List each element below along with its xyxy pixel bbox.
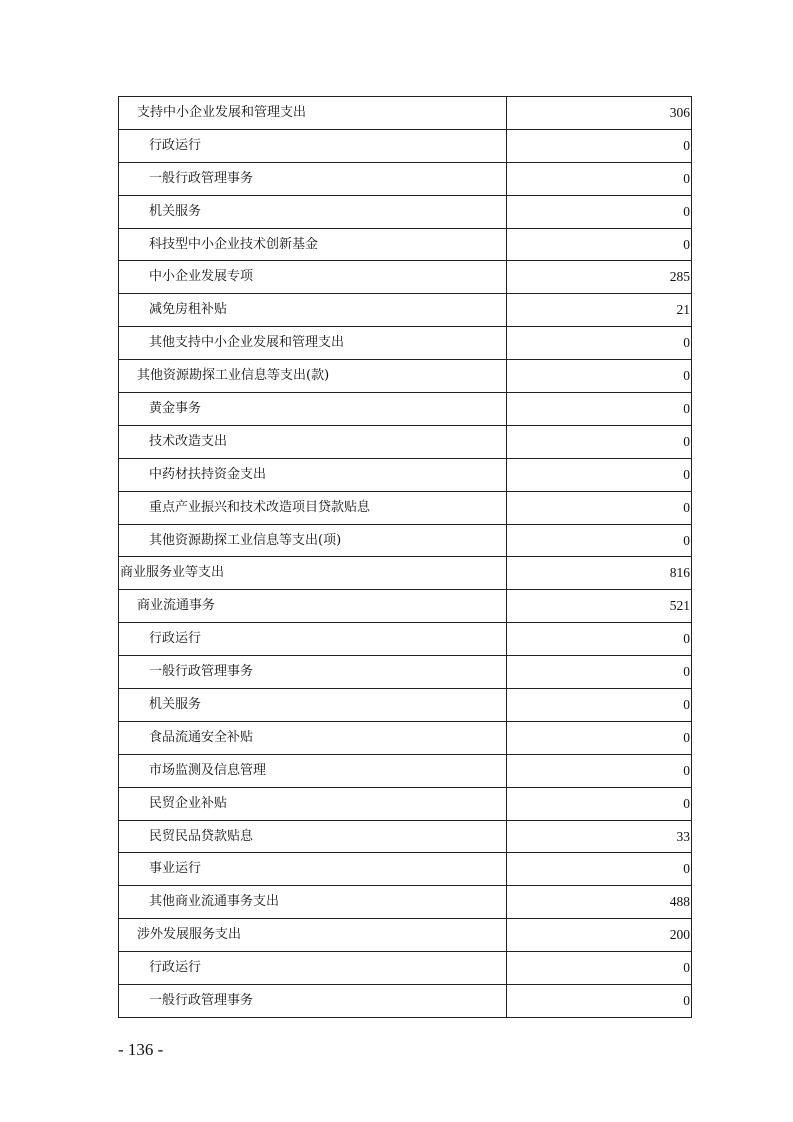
table-row xyxy=(119,623,692,656)
item-name-cell: 一般行政管理事务 xyxy=(119,162,507,195)
table-row xyxy=(119,820,692,853)
amount-cell: 488 xyxy=(507,886,692,919)
amount-cell: 0 xyxy=(507,985,692,1018)
table-row xyxy=(119,129,692,162)
item-name-cell: 一般行政管理事务 xyxy=(119,656,507,689)
item-name-cell: 一般行政管理事务 xyxy=(119,985,507,1018)
item-name-cell: 食品流通安全补贴 xyxy=(119,721,507,754)
amount-cell: 0 xyxy=(507,689,692,722)
amount-cell: 0 xyxy=(507,721,692,754)
item-name-cell: 涉外发展服务支出 xyxy=(119,919,507,952)
amount-cell: 0 xyxy=(507,327,692,360)
item-name-cell: 其他资源勘探工业信息等支出(项) xyxy=(119,524,507,557)
amount-cell: 0 xyxy=(507,754,692,787)
amount-cell: 200 xyxy=(507,919,692,952)
amount-cell: 0 xyxy=(507,425,692,458)
item-name-cell: 技术改造支出 xyxy=(119,425,507,458)
amount-cell: 0 xyxy=(507,162,692,195)
page-number: - 136 - xyxy=(118,1040,164,1059)
item-name-cell: 行政运行 xyxy=(119,623,507,656)
amount-cell: 0 xyxy=(507,853,692,886)
item-name-cell: 科技型中小企业技术创新基金 xyxy=(119,228,507,261)
item-name-cell: 重点产业振兴和技术改造项目贷款贴息 xyxy=(119,491,507,524)
amount-cell: 0 xyxy=(507,360,692,393)
table-row xyxy=(119,360,692,393)
amount-cell: 521 xyxy=(507,590,692,623)
table-row xyxy=(119,97,692,130)
item-name-cell: 行政运行 xyxy=(119,129,507,162)
table-row xyxy=(119,754,692,787)
budget-table xyxy=(118,96,692,1018)
amount-cell: 0 xyxy=(507,491,692,524)
amount-cell: 0 xyxy=(507,787,692,820)
table-row xyxy=(119,458,692,491)
table-row xyxy=(119,228,692,261)
amount-cell: 33 xyxy=(507,820,692,853)
table-body xyxy=(119,97,692,1018)
item-name-cell: 支持中小企业发展和管理支出 xyxy=(119,97,507,130)
table-row xyxy=(119,689,692,722)
item-name-cell: 民贸企业补贴 xyxy=(119,787,507,820)
item-name-cell: 中药材扶持资金支出 xyxy=(119,458,507,491)
item-name-cell: 机关服务 xyxy=(119,195,507,228)
table-row xyxy=(119,853,692,886)
table-row xyxy=(119,195,692,228)
table-row xyxy=(119,294,692,327)
item-name-cell: 商业服务业等支出 xyxy=(119,557,507,590)
amount-cell: 0 xyxy=(507,228,692,261)
table-row xyxy=(119,952,692,985)
amount-cell: 0 xyxy=(507,458,692,491)
table-row xyxy=(119,261,692,294)
table-row xyxy=(119,524,692,557)
amount-cell: 0 xyxy=(507,623,692,656)
amount-cell: 0 xyxy=(507,129,692,162)
item-name-cell: 减免房租补贴 xyxy=(119,294,507,327)
item-name-cell: 行政运行 xyxy=(119,952,507,985)
table-row xyxy=(119,491,692,524)
amount-cell: 0 xyxy=(507,656,692,689)
item-name-cell: 商业流通事务 xyxy=(119,590,507,623)
item-name-cell: 黄金事务 xyxy=(119,393,507,426)
item-name-cell: 市场监测及信息管理 xyxy=(119,754,507,787)
table-row xyxy=(119,721,692,754)
table-row xyxy=(119,393,692,426)
table-row xyxy=(119,886,692,919)
amount-cell: 285 xyxy=(507,261,692,294)
table-row xyxy=(119,425,692,458)
table-row xyxy=(119,162,692,195)
amount-cell: 0 xyxy=(507,195,692,228)
table-row xyxy=(119,787,692,820)
table-row xyxy=(119,656,692,689)
amount-cell: 306 xyxy=(507,97,692,130)
table-row xyxy=(119,590,692,623)
item-name-cell: 中小企业发展专项 xyxy=(119,261,507,294)
amount-cell: 0 xyxy=(507,393,692,426)
item-name-cell: 其他商业流通事务支出 xyxy=(119,886,507,919)
item-name-cell: 机关服务 xyxy=(119,689,507,722)
table-row xyxy=(119,557,692,590)
item-name-cell: 其他支持中小企业发展和管理支出 xyxy=(119,327,507,360)
amount-cell: 21 xyxy=(507,294,692,327)
amount-cell: 816 xyxy=(507,557,692,590)
amount-cell: 0 xyxy=(507,952,692,985)
table-row xyxy=(119,919,692,952)
table-row xyxy=(119,327,692,360)
item-name-cell: 事业运行 xyxy=(119,853,507,886)
item-name-cell: 其他资源勘探工业信息等支出(款) xyxy=(119,360,507,393)
table-row xyxy=(119,985,692,1018)
amount-cell: 0 xyxy=(507,524,692,557)
item-name-cell: 民贸民品贷款贴息 xyxy=(119,820,507,853)
